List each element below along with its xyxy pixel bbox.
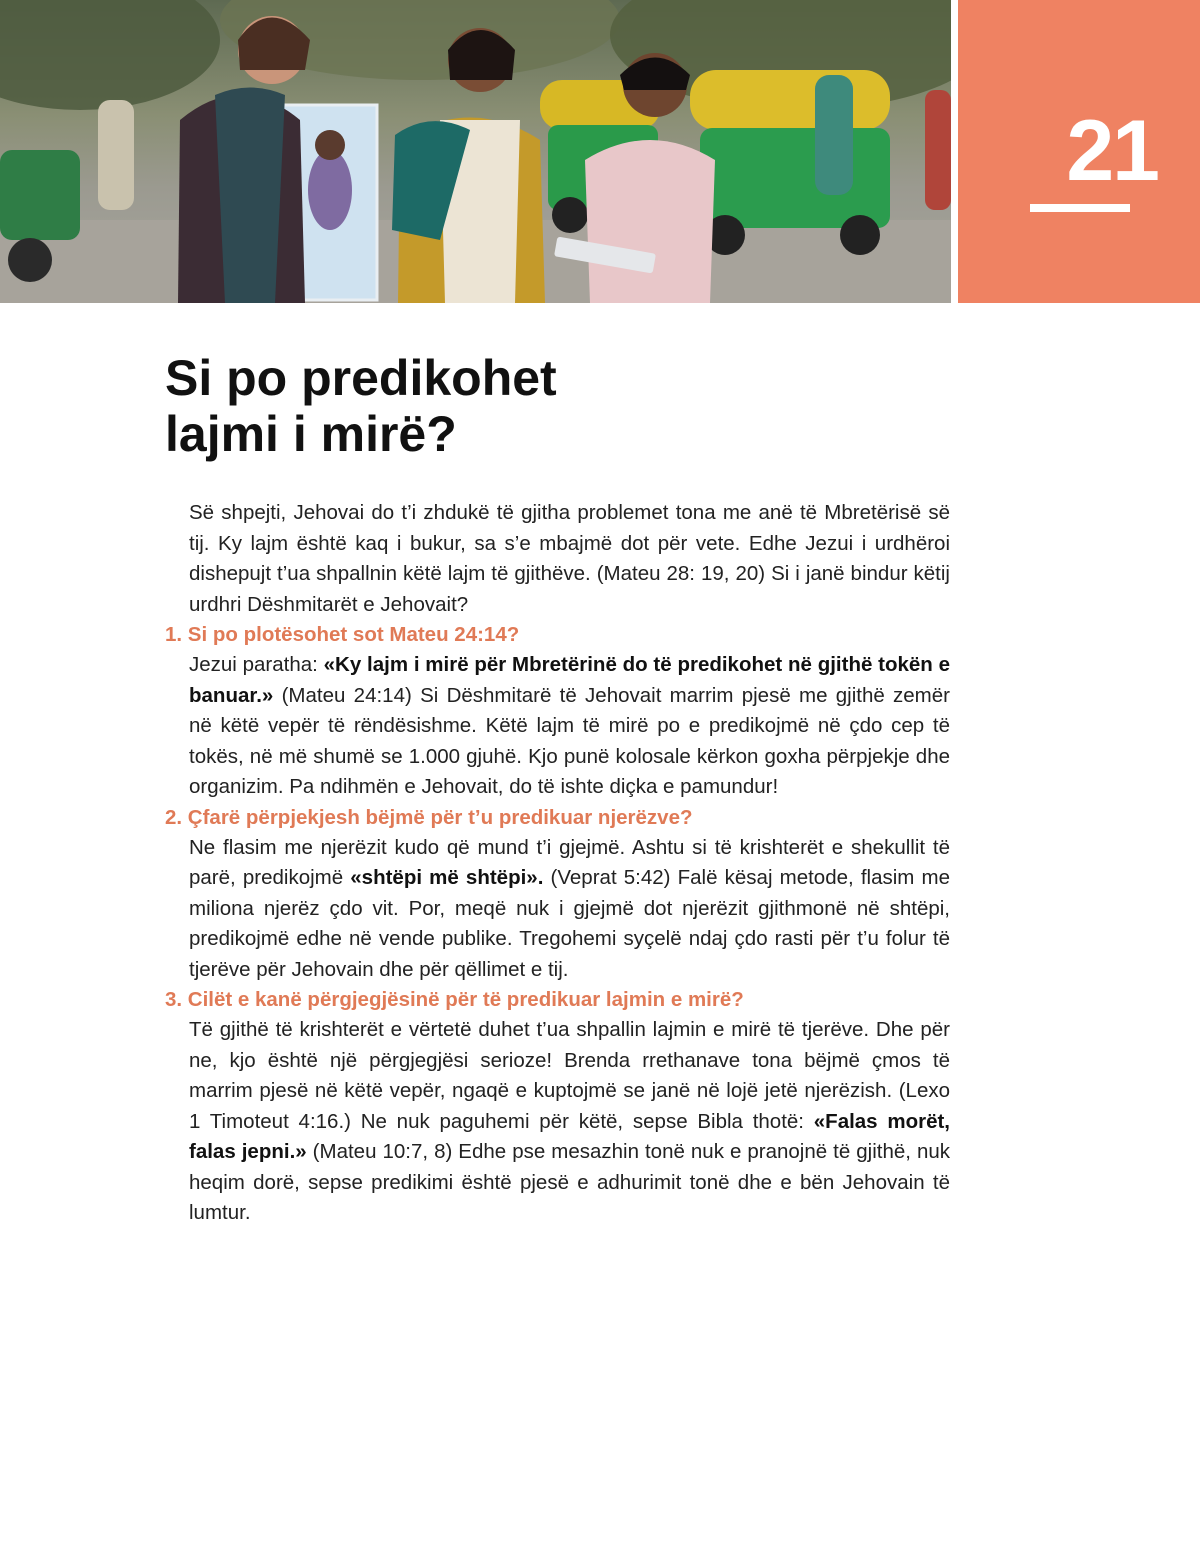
question-3-answer — [189, 1015, 950, 1229]
lesson-number: 21 — [1066, 103, 1158, 199]
intro-paragraph: Së shpejti, Jehovai do t’i zhdukë të gjitha problemet tona me anë të Mbretërisë së tij. Ky lajm është kaq i bukur, sa s’e mbajmë dot për vete. Edhe Jezui i urdhëroi dishepujt t’ua shpallnin këtë lajm të gjithëve. (Mateu 28: 19, 20) Si i janë bindur këtij urdhri Dëshmitarët e Jehovait? — [189, 501, 950, 616]
question-1-answer — [189, 650, 950, 803]
answer-text: (Mateu 10:7, 8) Edhe pse mesazhin tonë nuk e pranojnë të gjithë, nuk heqim dorë, sepse predikimi është pjesë e adhurimit tonë dhe e bën Jehovain të lumtur. — [189, 1140, 951, 1224]
lesson-title-line-2: lajmi i mirë? — [165, 406, 457, 462]
rickshaw-right — [690, 70, 890, 255]
scripture-quote: «Falas morët, falas jepni.» — [189, 1109, 950, 1163]
lesson-content — [165, 498, 955, 1229]
header-photo — [0, 0, 951, 303]
lesson-title-line-1: Si po predikohet — [165, 350, 557, 406]
lesson-number-underline — [1030, 204, 1130, 212]
lesson-title — [165, 350, 945, 462]
answer-text: (Mateu 24:14) Si Dëshmitarë të Jehovait marrim pjesë me gjithë zemër në këtë vepër të rëndësishme. Këtë lajm të mirë po e predikojmë në çdo cep të tokës, në më shumë se 1.000 gjuhë. Kjo punë kolosale kërkon goxha përpjekje dhe organizim. Pa ndihmën e Jehovait, do të ishte diçka e pamundur! — [189, 683, 950, 798]
question-3-heading: 3. Cilët e kanë përgjegjësinë për të predikuar lajmin e mirë? — [165, 988, 744, 1011]
question-2-heading: 2. Çfarë përpjekjesh bëjmë për t’u predikuar njerëzve? — [165, 805, 693, 829]
lesson-number-box — [958, 0, 1200, 303]
scripture-quote: «shtëpi më shtëpi». — [350, 866, 544, 889]
header-photo-illustration — [0, 0, 951, 303]
answer-text: (Veprat 5:42) Falë kësaj metode, flasim me miliona njerëz çdo vit. Por, meqë nuk i gjejmë dot njerëzit gjithmonë në shtëpi, predikojmë edhe në vende publike. Tregohemi syçelë ndaj çdo rasti për t’u folur të tjerëve për Jehovain dhe për qëllimet e tij. — [189, 866, 950, 981]
answer-text: Ne flasim me njerëzit kudo që mund t’i gjejmë. Ashtu si të krishterët e shekullit të parë, predikojmë — [189, 835, 950, 889]
answer-text: Jezui paratha: — [189, 653, 324, 676]
question-2-answer — [189, 833, 950, 986]
question-1-heading: 1. Si po plotësohet sot Mateu 24:14? — [165, 623, 520, 646]
scripture-quote: «Ky lajm i mirë për Mbretërinë do të predikohet në gjithë tokën e banuar.» — [189, 653, 950, 707]
answer-text: Të gjithë të krishterët e vërtetë duhet t’ua shpallin lajmin e mirë të tjerëve. Dhe për ne, kjo është një përgjegjësi serioze! Brenda rrethanave tona bëjmë çmos të marrim pjesë në këtë vepër, ngaqë e kuptojmë se janë në lojë jetë njerëzish. (Lexo 1 Timoteut 4:16.) Ne nuk paguhemi për këtë, sepse Bibla thotë: — [189, 1018, 950, 1133]
